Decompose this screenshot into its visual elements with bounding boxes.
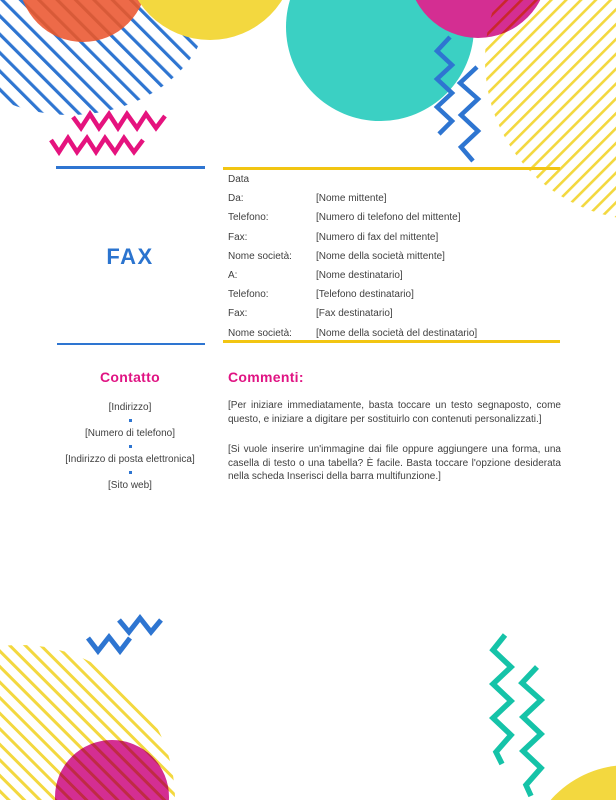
fax-info-table [228, 170, 560, 343]
contact-section [40, 369, 220, 492]
teal-zigzag-left [493, 635, 511, 764]
table-row [228, 266, 560, 285]
comments-placeholder-paragraph[interactable]: [Si vuole inserire un'immagine dai file oppure aggiungere una forma, una casella di testo o una tabella? È facile. Basta toccare l'opzione desiderata nella scheda Inserisci della barra multifunzione.] [228, 444, 561, 483]
contact-email-placeholder[interactable]: [Indirizzo di posta elettronica] [65, 454, 195, 465]
field-value[interactable]: [Nome mittente] [316, 193, 387, 205]
field-value[interactable]: [Fax destinatario] [316, 308, 393, 320]
field-value[interactable]: [Nome della società mittente] [316, 250, 445, 262]
comments-heading: Commenti: [228, 369, 304, 385]
contact-items [40, 401, 220, 492]
pink-zigzag-lower [51, 138, 143, 152]
table-row [228, 324, 560, 343]
contact-website-placeholder[interactable]: [Sito web] [108, 480, 152, 491]
separator-dot [129, 445, 132, 448]
field-label: Nome società: [228, 327, 292, 339]
fax-rule-blue-bottom [57, 343, 205, 346]
comments-section [228, 369, 561, 484]
table-row [228, 189, 560, 208]
field-value[interactable]: [Nome destinatario] [316, 269, 403, 281]
field-label: Telefono: [228, 212, 269, 224]
table-row [228, 247, 560, 266]
teal-zigzag-right [522, 667, 541, 796]
field-label: Data [228, 174, 250, 185]
table-row [228, 285, 560, 304]
field-value[interactable] [316, 170, 560, 189]
contact-phone-placeholder[interactable]: [Numero di telefono] [84, 428, 176, 439]
fax-title: FAX [106, 244, 154, 269]
field-label: Da: [228, 193, 244, 205]
field-label: A: [228, 269, 238, 281]
table-row [228, 208, 560, 227]
field-value[interactable]: [Numero di fax del mittente] [316, 231, 439, 243]
fax-rule-blue-top [56, 166, 205, 169]
table-row [228, 304, 560, 323]
separator-dot [129, 419, 132, 422]
field-label: Fax: [228, 231, 248, 243]
contact-address-placeholder[interactable]: [Indirizzo] [108, 402, 152, 413]
table-row [228, 170, 560, 189]
field-value[interactable]: [Telefono destinatario] [316, 289, 414, 301]
field-value[interactable]: [Nome della società del destinatario] [316, 327, 478, 339]
table-row [228, 228, 560, 247]
blue-zigzag-bottom-upper [119, 618, 161, 632]
field-value[interactable]: [Numero di telefono del mittente] [316, 212, 461, 224]
blue-zigzag-bottom-lower [88, 637, 130, 651]
separator-dot [129, 471, 132, 474]
pink-zigzag-upper [73, 114, 165, 128]
comments-placeholder-paragraph[interactable]: [Per iniziare immediatamente, basta toccare un testo segnaposto, come questo, e iniziare a digitare per sostituirlo con contenuti personalizzati.] [228, 400, 561, 425]
contact-heading: Contatto [100, 369, 160, 385]
field-label: Telefono: [228, 289, 269, 301]
field-label: Fax: [228, 308, 248, 320]
field-label: Nome società: [228, 250, 292, 262]
blue-zigzag-top-right [460, 67, 478, 161]
